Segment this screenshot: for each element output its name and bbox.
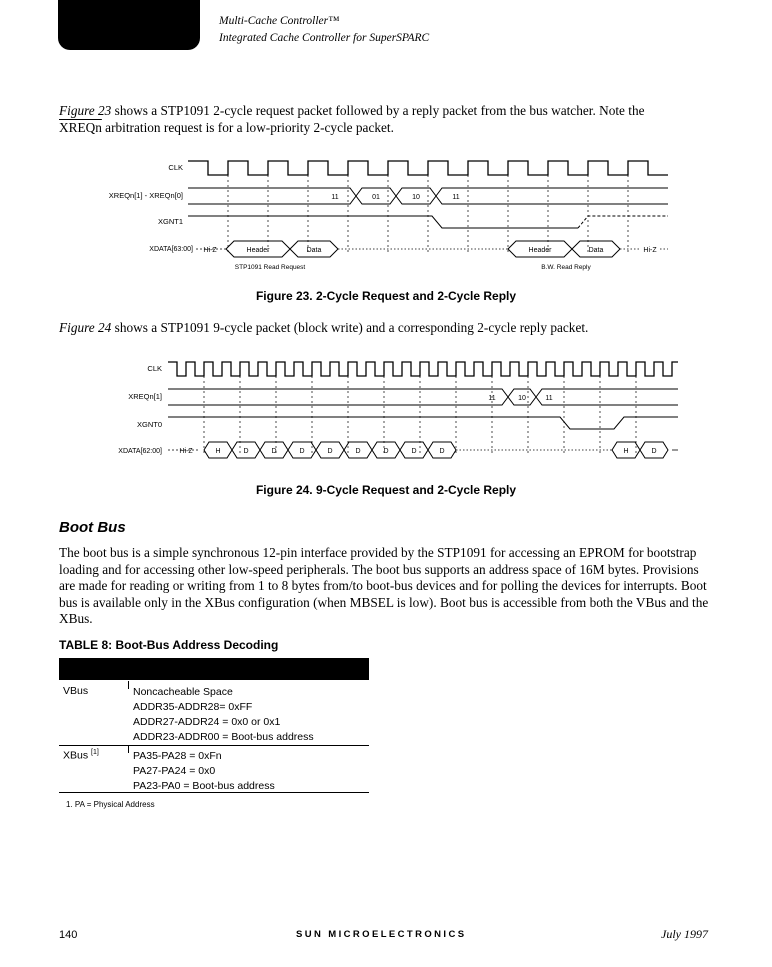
signal-label-xdata: XDATA[63:00] xyxy=(149,246,193,253)
header-line-2: Integrated Cache Controller for SuperSPARC xyxy=(219,32,430,44)
row-divider xyxy=(59,745,369,746)
xgnt0-waveform xyxy=(168,417,678,429)
figure-24-reference: Figure 24 xyxy=(59,320,112,335)
signal-label-clk: CLK xyxy=(147,364,162,373)
xgnt1-return xyxy=(578,216,668,228)
figure-23-timing-diagram xyxy=(0,150,772,280)
header-tab xyxy=(58,0,200,50)
decode-line: PA23-PA0 = Boot-bus address xyxy=(133,780,275,792)
section-heading: Boot Bus xyxy=(59,519,126,536)
request-cells xyxy=(204,442,456,458)
cycle-guides xyxy=(204,376,636,453)
publication-date: July 1997 xyxy=(661,927,708,941)
request-cell-label: D xyxy=(299,448,305,455)
interface-name: XBus xyxy=(63,749,89,762)
decode-line: PA35-PA28 = 0xFn xyxy=(133,750,222,762)
hiz-label-start: Hi-Z xyxy=(179,448,193,455)
request-cell-label: D xyxy=(355,448,361,455)
request-cell-label: H xyxy=(215,448,221,455)
figure-24-intro-text: shows a STP1091 9-cycle packet (block write) and a corresponding 2-cycle reply packet. xyxy=(111,320,589,335)
reply-data-label: Data xyxy=(588,247,604,254)
request-cell-label: D xyxy=(243,448,249,455)
figure-24-caption: Figure 24. 9-Cycle Request and 2-Cycle Reply xyxy=(255,483,517,497)
interface-cell xyxy=(63,749,99,762)
signal-label-xgnt1: XGNT1 xyxy=(157,217,183,226)
request-annotation: STP1091 Read Request xyxy=(234,264,306,271)
decode-line: Noncacheable Space xyxy=(133,686,233,698)
xreq-value-3: 11 xyxy=(545,395,553,402)
cycle-guides xyxy=(228,175,628,252)
xreq-value-4: 11 xyxy=(452,194,460,201)
column-divider xyxy=(128,681,129,689)
figure-23-intro xyxy=(59,103,711,136)
reply-cell-label: D xyxy=(651,448,657,455)
decode-cell xyxy=(133,749,275,794)
section-paragraph: The boot bus is a simple synchronous 12-pin interface provided by the STP1091 for accessing an EPROM for bootstrap loading and for accessing other low-speed peripherals. The boot bus supports an address space of 16M bytes. Provisions are made for reading or writing from 1 to 8 bytes from/to boot-bus devices and for polling the devices for interrupts. Boot bus is available only in the XBus configuration (when MBSEL is low). Boot bus is accessible from both the VBus and the XBus. xyxy=(59,545,709,626)
clk-waveform xyxy=(188,161,668,175)
table-title: TABLE 8: Boot-Bus Address Decoding xyxy=(59,638,279,652)
intro-text-b: arbitration request is for a low-priority 2-cycle packet. xyxy=(101,119,394,135)
xreq-value-2: 01 xyxy=(372,194,380,201)
request-data-label: Data xyxy=(306,247,322,254)
column-divider xyxy=(128,745,129,753)
signal-label-xreqn1: XREQn[1] xyxy=(128,392,162,401)
request-cell-label: D xyxy=(439,448,445,455)
decode-line: PA27-PA24 = 0x0 xyxy=(133,765,216,777)
clk-waveform xyxy=(168,362,678,376)
footnote-marker: [1] xyxy=(91,749,99,756)
reply-cells xyxy=(612,442,668,458)
hiz-label-end: Hi-Z xyxy=(643,247,657,254)
decode-line: ADDR35-ADDR28= 0xFF xyxy=(133,701,253,713)
xgnt1-waveform xyxy=(188,216,578,228)
xreqn-signal: XREQn xyxy=(59,119,102,135)
figure-23-reference: Figure 23 xyxy=(59,103,112,118)
figure-24-timing-diagram xyxy=(0,355,772,470)
header-line-1: Multi-Cache Controller™ xyxy=(219,15,340,27)
figure-24-intro xyxy=(59,320,711,337)
request-cell-label: D xyxy=(327,448,333,455)
xreq-value-3: 10 xyxy=(412,194,420,201)
page-number: 140 xyxy=(59,929,78,941)
hiz-label-start: Hi-Z xyxy=(203,247,217,254)
signal-label-xgnt0: XGNT0 xyxy=(136,420,162,429)
request-header-label: Header xyxy=(246,247,270,254)
request-cell-label: D xyxy=(411,448,417,455)
decode-cell xyxy=(133,685,314,745)
decode-line: ADDR27-ADDR24 = 0x0 or 0x1 xyxy=(133,716,281,728)
reply-annotation: B.W. Read Reply xyxy=(541,264,591,271)
xreq-value-2: 10 xyxy=(518,395,526,402)
table-bottom-rule xyxy=(59,792,369,793)
decode-line: ADDR23-ADDR00 = Boot-bus address xyxy=(133,731,314,743)
xreq-value-1: 11 xyxy=(488,395,496,402)
document-header xyxy=(219,13,429,47)
table-footnote: 1. PA = Physical Address xyxy=(66,800,155,809)
table-header-bar xyxy=(59,658,369,680)
signal-label-clk: CLK xyxy=(168,163,183,172)
xreq-value-1: 11 xyxy=(331,194,339,201)
interface-cell xyxy=(63,685,88,697)
figure-23-caption: Figure 23. 2-Cycle Request and 2-Cycle Reply xyxy=(255,289,517,303)
request-cell-label: D xyxy=(271,448,277,455)
signal-label-xreqn: XREQn[1] - XREQn[0] xyxy=(108,191,183,200)
signal-label-xdata: XDATA[62:00] xyxy=(118,448,162,455)
xreqn-bus xyxy=(168,389,678,405)
interface-name: VBus xyxy=(63,685,89,697)
reply-cell-label: H xyxy=(623,448,629,455)
reply-header-label: Header xyxy=(528,247,552,254)
intro-text-a: shows a STP1091 2-cycle request packet followed by a reply packet from the bus watcher. Note the xyxy=(111,103,645,118)
request-cell-label: D xyxy=(383,448,389,455)
publisher-name: SUN MICROELECTRONICS xyxy=(296,929,467,940)
